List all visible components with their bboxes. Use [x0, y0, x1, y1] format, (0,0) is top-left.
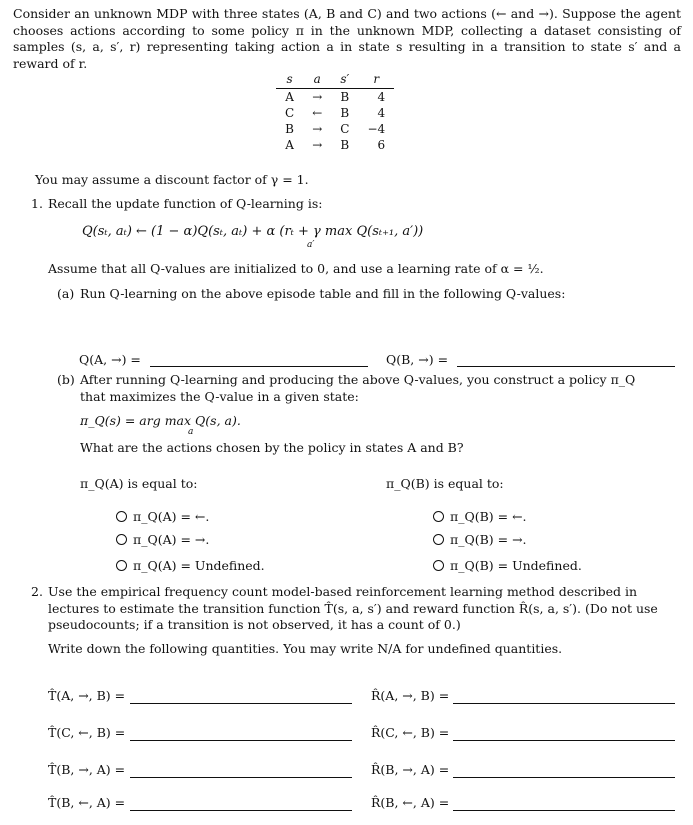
- qb-answer-blank[interactable]: [457, 366, 675, 367]
- cell: 6: [377, 138, 386, 152]
- cell: B: [340, 138, 350, 152]
- q1-assumption: Assume that all Q-values are initialized to 0, and use a learning rate of α = ½.: [48, 261, 544, 276]
- right-choice-heading: π_Q(B) is equal to:: [386, 476, 504, 491]
- r-hat-c-left-b-blank[interactable]: [453, 740, 675, 741]
- left-choice-heading: π_Q(A) is equal to:: [80, 476, 198, 491]
- cell: B: [340, 90, 350, 104]
- option-label: π_Q(A) = →.: [133, 532, 210, 547]
- col-a: a: [303, 72, 331, 89]
- option-label: π_Q(A) = ←.: [133, 509, 210, 524]
- r-hat-b-right-a-blank[interactable]: [453, 777, 675, 778]
- qa-label: Q(A, →) =: [79, 352, 141, 367]
- cell: 4: [377, 90, 386, 104]
- radio-circle[interactable]: [116, 560, 127, 571]
- r-hat-a-right-b-blank[interactable]: [453, 703, 675, 704]
- col-s-prime: s′: [331, 72, 358, 89]
- option-b-undefined[interactable]: [433, 558, 582, 573]
- t-hat-c-left-b-label: T̂(C, ←, B) =: [48, 725, 126, 740]
- option-a-left[interactable]: [116, 509, 209, 524]
- q1b-question: What are the actions chosen by the policy in states A and B?: [80, 440, 464, 455]
- episode-table: [276, 72, 394, 153]
- q1b-text: After running Q-learning and producing the above Q-values, you construct a policy π_Q that maximizes the Q-value in a given state:: [80, 372, 636, 404]
- qb-label: Q(B, →) =: [386, 352, 449, 367]
- cell: ←: [312, 106, 323, 120]
- t-hat-b-left-a-blank[interactable]: [130, 810, 352, 811]
- q1a-text: Run Q-learning on the above episode table and fill in the following Q-values:: [80, 286, 566, 301]
- option-label: π_Q(A) = Undefined.: [133, 558, 265, 573]
- qa-answer-blank[interactable]: [150, 366, 368, 367]
- q1-number: 1.: [31, 196, 43, 211]
- q2-number: 2.: [31, 584, 43, 599]
- r-hat-c-left-b-label: R̂(C, ←, B) =: [371, 725, 450, 740]
- radio-circle[interactable]: [433, 534, 444, 545]
- cell: A: [285, 138, 294, 152]
- table-row: [276, 137, 394, 153]
- cell: →: [312, 122, 323, 136]
- option-b-left[interactable]: [433, 509, 527, 524]
- q1b-label: (b): [57, 372, 75, 387]
- cell: −4: [367, 122, 386, 136]
- discount-note: You may assume a discount factor of γ = 1.: [35, 172, 309, 187]
- option-label: π_Q(B) = ←.: [450, 509, 527, 524]
- policy-formula: π_Q(s) = arg max Q(s, a).: [80, 413, 241, 428]
- col-r: r: [358, 72, 394, 89]
- table-row: [276, 121, 394, 137]
- t-hat-b-right-a-blank[interactable]: [130, 777, 352, 778]
- cell: A: [285, 90, 294, 104]
- cell: C: [340, 122, 350, 136]
- option-b-right[interactable]: [433, 532, 527, 547]
- r-hat-b-right-a-label: R̂(B, →, A) =: [371, 762, 450, 777]
- cell: →: [312, 90, 323, 104]
- cell: B: [285, 122, 294, 136]
- q2-instruction: Write down the following quantities. You may write N/A for undefined quantities.: [48, 641, 563, 656]
- cell: →: [312, 138, 323, 152]
- option-a-undefined[interactable]: [116, 558, 265, 573]
- q-update-formula: Q(sₜ, aₜ) ← (1 − α)Q(sₜ, aₜ) + α (rₜ + γ max Q(sₜ₊₁, a′)): [82, 224, 424, 239]
- cell: 4: [377, 106, 386, 120]
- option-label: π_Q(B) = Undefined.: [450, 558, 582, 573]
- formula-subscript: a′: [307, 240, 315, 250]
- q2-text: Use the empirical frequency count model-based reinforcement learning method described in lectures to estimate the transition function T̂(s, a, s′) and reward function R̂(s, a, s′). (Do not use pseudocounts; if a transition is not observed, it has a count of 0.): [48, 584, 658, 632]
- radio-circle[interactable]: [116, 511, 127, 522]
- table-row: [276, 105, 394, 121]
- t-hat-a-right-b-label: T̂(A, →, B) =: [48, 688, 126, 703]
- q1-text: Recall the update function of Q-learning is:: [48, 196, 323, 211]
- cell: B: [340, 106, 350, 120]
- t-hat-c-left-b-blank[interactable]: [130, 740, 352, 741]
- option-a-right[interactable]: [116, 532, 209, 547]
- table-row: [276, 89, 394, 106]
- col-s: s: [276, 72, 303, 89]
- cell: C: [285, 106, 295, 120]
- radio-circle[interactable]: [433, 511, 444, 522]
- table-header-row: [276, 72, 394, 89]
- r-hat-a-right-b-label: R̂(A, →, B) =: [371, 688, 450, 703]
- radio-circle[interactable]: [116, 534, 127, 545]
- option-label: π_Q(B) = →.: [450, 532, 527, 547]
- intro-paragraph: Consider an unknown MDP with three states (A, B and C) and two actions (← and →). Suppose the agent chooses actions according to some policy π in the unknown MDP, collecting a dataset consisting of samples (s, a, s′, r) representing taking action a in state s resulting in a transition to state s′ and a reward of r.: [13, 6, 681, 71]
- policy-subscript: a: [188, 427, 194, 437]
- t-hat-b-right-a-label: T̂(B, →, A) =: [48, 762, 126, 777]
- radio-circle[interactable]: [433, 560, 444, 571]
- r-hat-b-left-a-label: R̂(B, ←, A) =: [371, 795, 450, 810]
- q1a-label: (a): [57, 286, 75, 301]
- r-hat-b-left-a-blank[interactable]: [453, 810, 675, 811]
- t-hat-a-right-b-blank[interactable]: [130, 703, 352, 704]
- t-hat-b-left-a-label: T̂(B, ←, A) =: [48, 795, 126, 810]
